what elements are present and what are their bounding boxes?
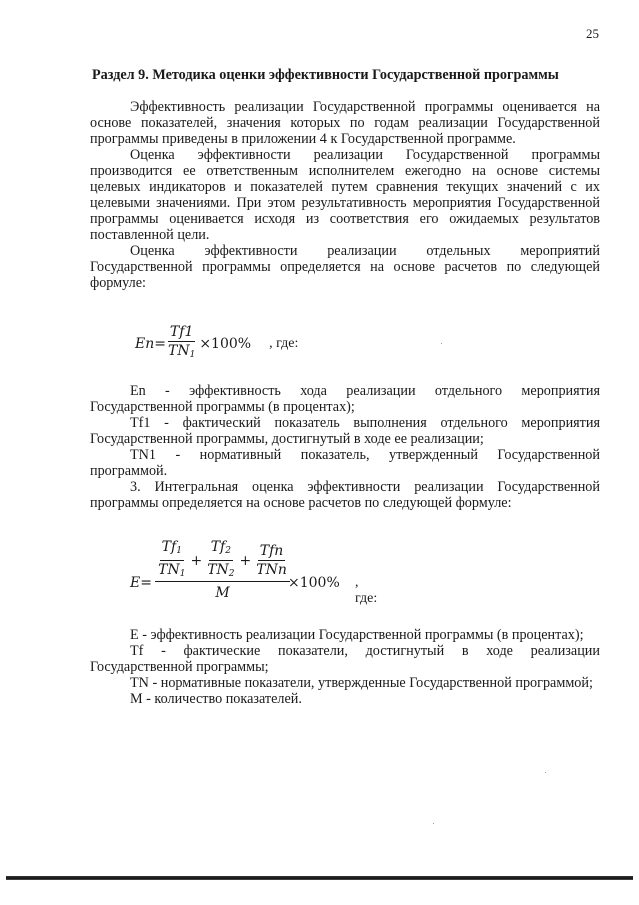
term-fraction-1: $\frac{Tf_1}{TN_1}$	[158, 539, 186, 579]
paragraph: En - эффективность хода реализации отдельного мероприятия Государственной программы (в процентах);	[90, 383, 600, 415]
paragraph: Оценка эффективности реализации отдельных мероприятий Государственной программы определяется на основе расчетов по следующей формуле:	[90, 243, 600, 291]
formula-suffix: , где:	[355, 575, 378, 606]
paragraph: Эффективность реализации Государственной программы оценивается на основе показателей, значения которых по годам реализации Государственной программы приведены в приложении 4 к Государственной программе.	[90, 99, 600, 147]
formula-numerator: Tf1	[169, 324, 194, 340]
paragraph: Tf1 - фактический показатель выполнения отдельного мероприятия Государственной программы, достигнутый в ходе ее реализации;	[90, 415, 600, 447]
term-fraction-2: $\frac{Tf_2}{TN_2}$	[207, 539, 235, 579]
scan-speck	[545, 772, 546, 773]
legend-text-block	[90, 627, 600, 707]
definitions-text-block	[90, 383, 600, 511]
formula-main-fraction	[155, 541, 290, 603]
formula-factor: ×100%	[199, 336, 252, 352]
intro-text-block	[90, 99, 600, 291]
plus-sign: +	[190, 553, 203, 569]
page-number: 25	[586, 26, 599, 41]
paragraph: 3. Интегральная оценка эффективности реализации Государственной программы определяется на основе расчетов по следующей формуле:	[90, 479, 600, 511]
term-fraction-n: $\frac{\text{Tfn}}{\text{TNn}}$	[256, 543, 287, 578]
formula-numerator-sum	[156, 541, 289, 581]
scan-speck	[433, 823, 434, 824]
formula-factor: ×100%	[288, 575, 340, 591]
paragraph: E - эффективность реализации Государственной программы (в процентах);	[130, 627, 584, 643]
formula-equals: =	[154, 336, 166, 352]
denominator-subscript: 1	[189, 350, 196, 360]
formula-denominator: M	[215, 585, 230, 601]
paragraph: TN1 - нормативный показатель, утвержденный Государственной программой.	[90, 447, 600, 479]
scan-speck	[441, 343, 442, 344]
scan-edge-bar	[6, 876, 633, 880]
paragraph: Оценка эффективности реализации Государственной программы производится ее ответственным исполнителем ежегодно на основе системы целевых индикаторов и показателей путем сравнения текущих значений с их целевыми значениями. При этом результативность мероприятия Государственной программы оценивается исходя из соответствия его ожидаемых результатов поставленной цели.	[90, 147, 600, 243]
paragraph: TN - нормативные показатели, утвержденные Государственной программой;	[130, 675, 593, 691]
denominator-base: TN	[167, 343, 190, 359]
formula-lhs: En	[135, 336, 155, 352]
paragraph: M - количество показателей.	[130, 691, 302, 707]
formula-denominator	[166, 342, 197, 364]
section-title: Раздел 9. Методика оценки эффективности Государственной программы	[92, 67, 559, 83]
paragraph: Tf - фактические показатели, достигнутый в ходе реализации Государственной программы;	[90, 643, 600, 675]
plus-sign: +	[239, 553, 252, 569]
formula-en	[135, 322, 298, 366]
formula-fraction	[166, 324, 197, 364]
formula-lhs: E=	[130, 575, 152, 591]
fraction-bar	[155, 581, 290, 582]
formula-suffix: , где:	[269, 336, 299, 351]
